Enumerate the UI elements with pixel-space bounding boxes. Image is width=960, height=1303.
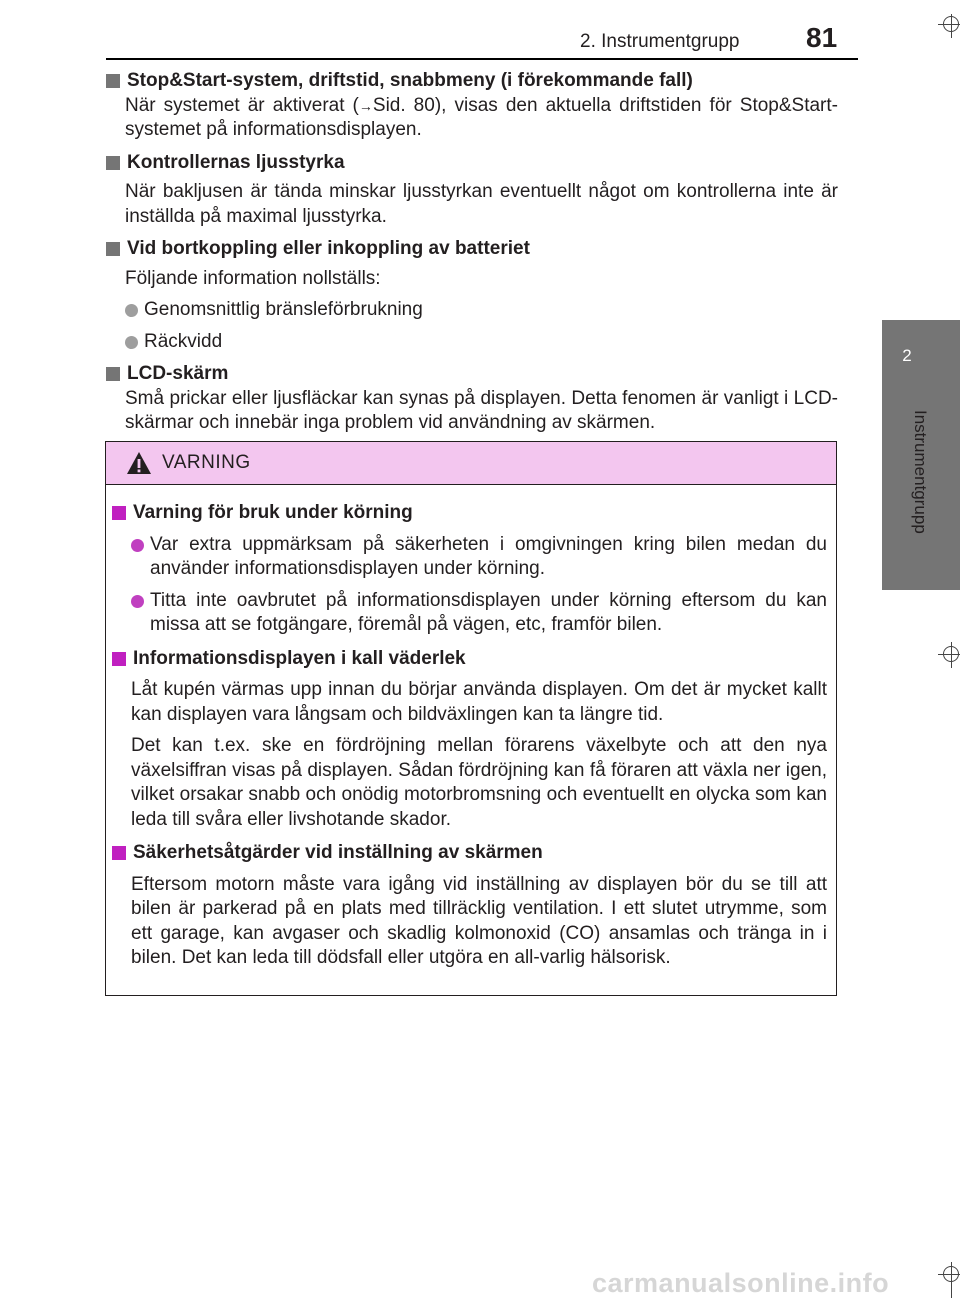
- paragraph: Låt kupén värmas upp innan du börjar använda displayen. Om det är mycket kallt kan displayen vara långsam och bildväxlingen kan ta längre tid.: [131, 679, 827, 725]
- chapter-tab-label: Instrumentgrupp: [911, 410, 930, 534]
- list-item: Genomsnittlig bränsleförbrukning: [106, 298, 838, 323]
- round-bullet-icon: [131, 595, 144, 608]
- list-item: Räckvidd: [106, 330, 838, 355]
- section-heading-text: Stop&Start-system, driftstid, snabbmeny (i förekommande fall): [127, 70, 693, 91]
- list-item: Var extra uppmärksam på säkerheten i omgivningen kring bilen medan du använder informationsdisplayen under körning.: [112, 533, 827, 582]
- warning-header: [106, 442, 836, 485]
- round-bullet-icon: [131, 539, 144, 552]
- round-bullet-icon: [125, 304, 138, 317]
- warning-section-settings: [112, 841, 827, 971]
- square-bullet-icon: [112, 846, 126, 860]
- warning-section-driving: [112, 501, 827, 638]
- section-heading: [106, 69, 838, 94]
- square-bullet-icon: [106, 242, 120, 256]
- section-heading-text: Informationsdisplayen i kall väderlek: [133, 647, 466, 669]
- main-content: [106, 69, 838, 444]
- round-bullet-icon: [125, 336, 138, 349]
- header-rule: [106, 58, 858, 60]
- section-body: Små prickar eller ljusfläckar kan synas på displayen. Detta fenomen är vanligt i LCD-skärmar och innebär inga problem vid användning av skärmen.: [125, 387, 838, 433]
- section-body: När bakljusen är tända minskar ljusstyrkan eventuellt något om kontrollerna inte är inställda på maximal ljusstyrka.: [125, 181, 838, 227]
- section-heading: [106, 151, 838, 176]
- warning-section-cold: [112, 647, 827, 833]
- section-lcd: [106, 362, 838, 436]
- section-body: Följande information nollställs:: [125, 267, 381, 289]
- chapter-tab-number: 2: [902, 346, 912, 365]
- section-heading-text: LCD-skärm: [127, 363, 229, 384]
- square-bullet-icon: [112, 652, 126, 666]
- section-heading: [106, 237, 838, 262]
- section-heading-text: Kontrollernas ljusstyrka: [127, 151, 345, 173]
- paragraph: Eftersom motorn måste vara igång vid inställning av displayen bör du se till att bilen är parkerad på en plats med tillräcklig ventilation. I ett slutet utrymme, som ett garage, kan avgaser och skadlig kolmonoxid (CO) ansamlas och tränga in i bilen. Det kan leda till dödsfall eller utgöra en all-varlig hälsorisk.: [131, 873, 827, 968]
- section-brightness: [106, 151, 838, 230]
- square-bullet-icon: [112, 506, 126, 520]
- paragraph: Det kan t.ex. ske en fördröjning mellan förarens växelbyte och att den nya växelsiffran visas på displayen. Sådan fördröjning kan få föraren att växla ner igen, vilket orsakar snabb och onödig motorbromsning och eventuellt en olycka som kan leda till svåra eller livshotande skador.: [131, 735, 827, 830]
- warning-title: VARNING: [162, 452, 251, 473]
- section-heading-text: Vid bortkoppling eller inkoppling av batteriet: [127, 238, 530, 259]
- list-item: Titta inte oavbrutet på informationsdisplayen under körning eftersom du kan missa att se fotgängare, föremål på vägen, etc, framför bilen.: [112, 589, 827, 638]
- header-section-title: 2. Instrumentgrupp: [580, 31, 740, 52]
- footer-watermark: carmanualsonline.info: [592, 1268, 890, 1298]
- square-bullet-icon: [106, 74, 120, 88]
- section-heading: [112, 501, 827, 526]
- page-number: 81: [806, 22, 838, 53]
- section-heading: [112, 647, 827, 672]
- warning-box: [105, 441, 837, 996]
- section-battery: [106, 237, 838, 354]
- section-heading-text: Säkerhetsåtgärder vid inställning av skärmen: [133, 842, 543, 863]
- section-heading: [106, 362, 838, 387]
- section-heading-text: Varning för bruk under körning: [133, 502, 413, 523]
- section-heading: [112, 841, 827, 866]
- warning-triangle-icon: [126, 451, 152, 475]
- arrow-icon: →: [358, 97, 373, 114]
- section-stop-start: [106, 69, 838, 143]
- warning-body: [106, 485, 836, 971]
- section-body: När systemet är aktiverat (→Sid. 80), visas den aktuella driftstiden för Stop&Start-systemet på informationsdisplayen.: [125, 94, 838, 140]
- square-bullet-icon: [106, 367, 120, 381]
- square-bullet-icon: [106, 156, 120, 170]
